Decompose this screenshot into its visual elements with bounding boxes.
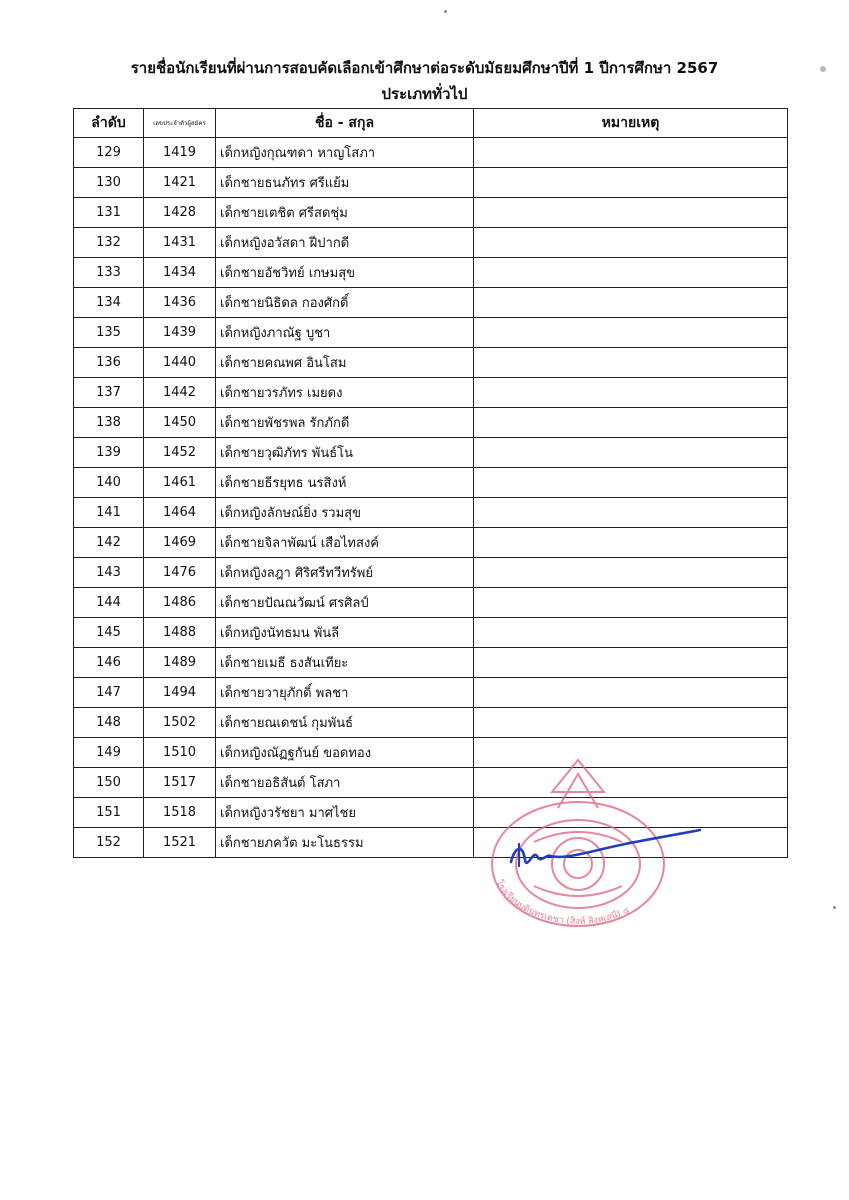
cell-remark	[474, 708, 788, 738]
cell-seq: 140	[74, 468, 144, 498]
table-row	[74, 498, 788, 528]
table-row	[74, 408, 788, 438]
cell-full-name: เด็กชายธีรยุทธ นรสิงห์	[216, 468, 474, 498]
cell-applicant-number: 1494	[144, 678, 216, 708]
cell-full-name: เด็กหญิงอวัสดา ฝีปากดี	[216, 228, 474, 258]
cell-seq: 149	[74, 738, 144, 768]
cell-remark	[474, 318, 788, 348]
student-roster-table	[73, 108, 788, 858]
cell-seq: 146	[74, 648, 144, 678]
document-subtitle: ประเภททั่วไป	[381, 85, 468, 103]
cell-full-name: เด็กชายอัชวิทย์ เกษมสุข	[216, 258, 474, 288]
header-row	[74, 109, 788, 138]
cell-applicant-number: 1488	[144, 618, 216, 648]
cell-full-name: เด็กชายนิธิดล กองศักดิ์	[216, 288, 474, 318]
cell-applicant-number: 1476	[144, 558, 216, 588]
table-row	[74, 708, 788, 738]
cell-seq: 135	[74, 318, 144, 348]
cell-remark	[474, 438, 788, 468]
table-row	[74, 558, 788, 588]
cell-seq: 151	[74, 798, 144, 828]
cell-remark	[474, 348, 788, 378]
cell-full-name: เด็กชายจิลาพัฒน์ เสือไทสงค์	[216, 528, 474, 558]
cell-applicant-number: 1502	[144, 708, 216, 738]
cell-full-name: เด็กชายวุฒิภัทร พันธ์โน	[216, 438, 474, 468]
cell-full-name: เด็กชายวายุภักดิ์ พลชา	[216, 678, 474, 708]
cell-applicant-number: 1489	[144, 648, 216, 678]
header-seq: ลำดับ	[74, 109, 144, 138]
table-row	[74, 228, 788, 258]
cell-remark	[474, 228, 788, 258]
cell-full-name: เด็กชายณเดชน์ กุมพันธ์	[216, 708, 474, 738]
cell-applicant-number: 1517	[144, 768, 216, 798]
cell-applicant-number: 1439	[144, 318, 216, 348]
cell-applicant-number: 1464	[144, 498, 216, 528]
cell-full-name: เด็กหญิงลักษณ์ยิ่ง รวมสุข	[216, 498, 474, 528]
table-row	[74, 678, 788, 708]
table-row	[74, 618, 788, 648]
table-body	[74, 138, 788, 858]
cell-remark	[474, 168, 788, 198]
cell-applicant-number: 1442	[144, 378, 216, 408]
cell-applicant-number: 1434	[144, 258, 216, 288]
table-row	[74, 528, 788, 558]
cell-applicant-number: 1521	[144, 828, 216, 858]
cell-seq: 134	[74, 288, 144, 318]
cell-full-name: เด็กหญิงวรัชยา มาศไชย	[216, 798, 474, 828]
cell-applicant-number: 1436	[144, 288, 216, 318]
cell-full-name: เด็กชายพัชรพล รักภักดี	[216, 408, 474, 438]
cell-seq: 130	[74, 168, 144, 198]
scan-speck	[444, 10, 447, 13]
cell-seq: 148	[74, 708, 144, 738]
cell-remark	[474, 558, 788, 588]
table-row	[74, 648, 788, 678]
cell-full-name: เด็กหญิงณัฏฐกันย์ ขอดทอง	[216, 738, 474, 768]
cell-full-name: เด็กชายวรภัทร เมยดง	[216, 378, 474, 408]
cell-applicant-number: 1486	[144, 588, 216, 618]
cell-seq: 129	[74, 138, 144, 168]
table-row	[74, 348, 788, 378]
cell-full-name: เด็กหญิงนัทธมน พันลี	[216, 618, 474, 648]
table-row	[74, 258, 788, 288]
cell-remark	[474, 138, 788, 168]
cell-applicant-number: 1419	[144, 138, 216, 168]
cell-seq: 133	[74, 258, 144, 288]
cell-remark	[474, 288, 788, 318]
table-row	[74, 378, 788, 408]
table-row	[74, 318, 788, 348]
scan-speck	[820, 66, 826, 72]
cell-applicant-number: 1431	[144, 228, 216, 258]
cell-seq: 137	[74, 378, 144, 408]
table-row	[74, 138, 788, 168]
cell-remark	[474, 468, 788, 498]
cell-full-name: เด็กชายคณพศ อินโสม	[216, 348, 474, 378]
table-row	[74, 198, 788, 228]
cell-remark	[474, 648, 788, 678]
cell-seq: 132	[74, 228, 144, 258]
cell-applicant-number: 1461	[144, 468, 216, 498]
cell-applicant-number: 1518	[144, 798, 216, 828]
cell-seq: 147	[74, 678, 144, 708]
cell-applicant-number: 1440	[144, 348, 216, 378]
cell-remark	[474, 258, 788, 288]
header-applicant-number: เลขประจำตัวผู้สมัคร	[144, 109, 216, 138]
cell-full-name: เด็กหญิงภาณัฐ บูชา	[216, 318, 474, 348]
cell-remark	[474, 498, 788, 528]
cell-seq: 144	[74, 588, 144, 618]
table-row	[74, 438, 788, 468]
cell-seq: 150	[74, 768, 144, 798]
cell-remark	[474, 528, 788, 558]
cell-full-name: เด็กหญิงลฎา ศิริศรีทวีทรัพย์	[216, 558, 474, 588]
cell-seq: 145	[74, 618, 144, 648]
cell-full-name: เด็กชายปัณณวัฒน์ ศรศิลป์	[216, 588, 474, 618]
stamp-text: โรงเรียนบดินทรเดชา (สิงห์ สิงหเสนี) ๔	[493, 878, 632, 927]
cell-seq: 136	[74, 348, 144, 378]
signature	[505, 820, 705, 880]
cell-full-name: เด็กชายธนภัทร ศรีแย้ม	[216, 168, 474, 198]
cell-seq: 142	[74, 528, 144, 558]
table-row	[74, 588, 788, 618]
cell-remark	[474, 618, 788, 648]
cell-seq: 139	[74, 438, 144, 468]
document-title: รายชื่อนักเรียนที่ผ่านการสอบคัดเลือกเข้าศึกษาต่อระดับมัธยมศึกษาปีที่ 1 ปีการศึกษา 2567	[130, 59, 719, 77]
cell-full-name: เด็กชายเตชิต ศรีสดชุ่ม	[216, 198, 474, 228]
table-header	[74, 109, 788, 138]
cell-applicant-number: 1452	[144, 438, 216, 468]
cell-seq: 141	[74, 498, 144, 528]
cell-remark	[474, 198, 788, 228]
cell-remark	[474, 408, 788, 438]
cell-applicant-number: 1428	[144, 198, 216, 228]
cell-seq: 131	[74, 198, 144, 228]
table-row	[74, 468, 788, 498]
cell-remark	[474, 678, 788, 708]
table-row	[74, 168, 788, 198]
header-remark: หมายเหตุ	[474, 109, 788, 138]
table-row	[74, 288, 788, 318]
cell-seq: 143	[74, 558, 144, 588]
cell-full-name: เด็กชายอธิสันต์ โสภา	[216, 768, 474, 798]
cell-seq: 152	[74, 828, 144, 858]
cell-full-name: เด็กหญิงกุณฑดา หาญโสภา	[216, 138, 474, 168]
cell-applicant-number: 1450	[144, 408, 216, 438]
cell-applicant-number: 1421	[144, 168, 216, 198]
cell-applicant-number: 1469	[144, 528, 216, 558]
cell-applicant-number: 1510	[144, 738, 216, 768]
scan-speck	[833, 906, 836, 909]
cell-full-name: เด็กชายภควัต มะโนธรรม	[216, 828, 474, 858]
cell-remark	[474, 378, 788, 408]
cell-full-name: เด็กชายเมธี ธงสันเทียะ	[216, 648, 474, 678]
cell-seq: 138	[74, 408, 144, 438]
header-full-name: ชื่อ - สกุล	[216, 109, 474, 138]
cell-remark	[474, 588, 788, 618]
